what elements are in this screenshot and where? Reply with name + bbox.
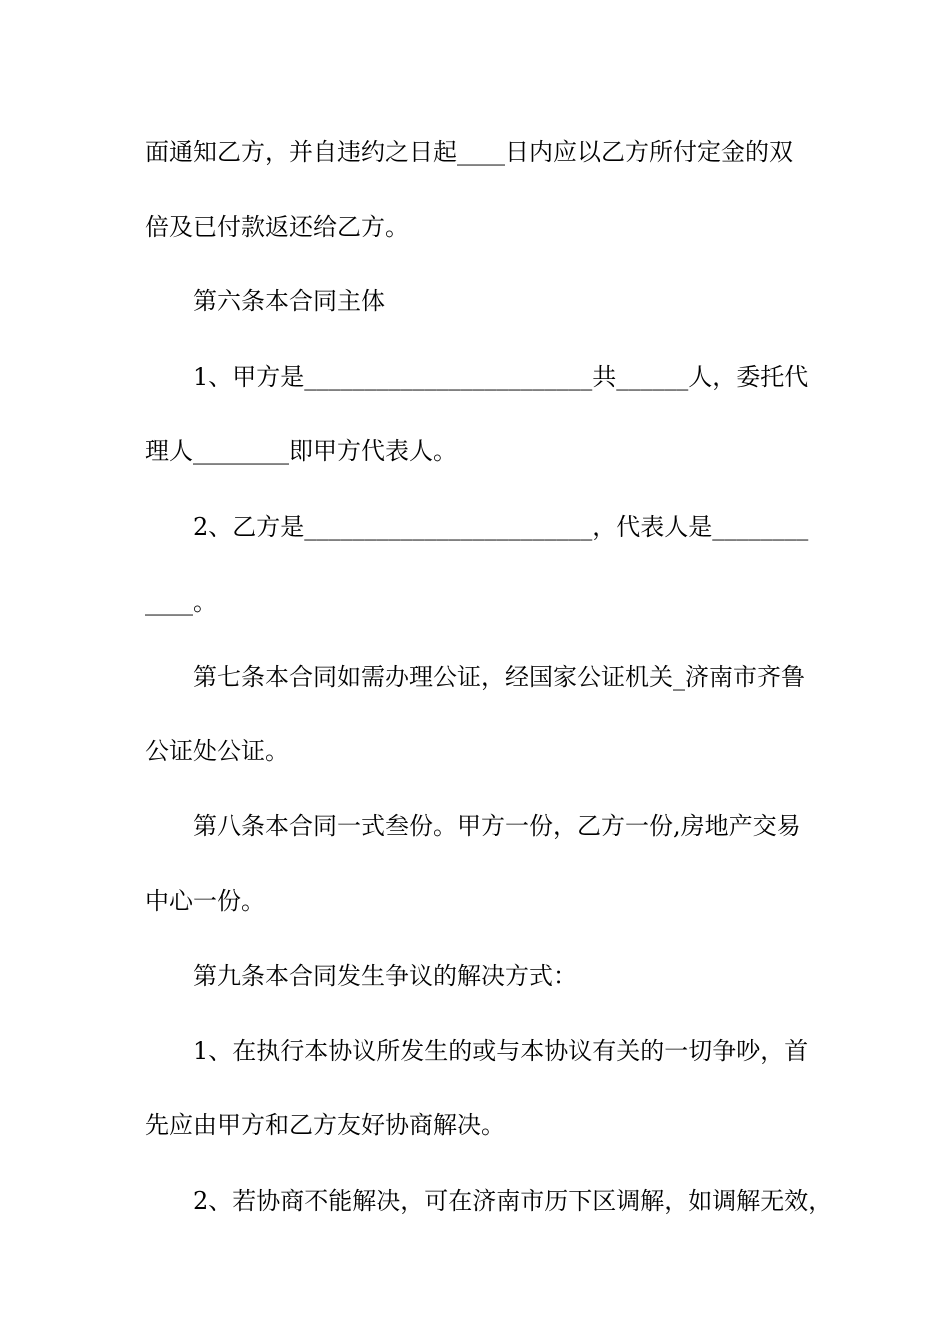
article-6-item-1: 1、甲方是________________________共______人，委托代 <box>193 363 809 391</box>
article-9-item-1: 1、在执行本协议所发生的或与本协议有关的一切争吵，首 <box>193 1037 809 1065</box>
article-6-item-2: 2、乙方是________________________，代表人是________ <box>193 513 809 541</box>
article-8-paragraph-continued: 中心一份。 <box>145 887 265 915</box>
article-8-paragraph: 第八条本合同一式叁份。甲方一份，乙方一份,房地产交易 <box>193 812 801 840</box>
article-9-item-2: 2、若协商不能解决，可在济南市历下区调解，如调解无效， <box>193 1187 833 1215</box>
article-7-paragraph: 第七条本合同如需办理公证，经国家公证机关_济南市齐鲁 <box>193 663 805 691</box>
article-6-heading: 第六条本合同主体 <box>193 287 385 315</box>
article-7-paragraph-continued: 公证处公证。 <box>145 737 289 765</box>
article-6-item-1-continued: 理人________即甲方代表人。 <box>145 437 457 465</box>
paragraph-line-default-notice: 面通知乙方，并自违约之日起____日内应以乙方所付定金的双 <box>145 138 793 166</box>
article-9-item-1-continued: 先应由甲方和乙方友好协商解决。 <box>145 1111 505 1139</box>
paragraph-line-refund: 倍及已付款返还给乙方。 <box>145 213 409 241</box>
article-9-heading: 第九条本合同发生争议的解决方式： <box>193 962 577 990</box>
article-6-item-2-continued: ____。 <box>145 588 217 616</box>
